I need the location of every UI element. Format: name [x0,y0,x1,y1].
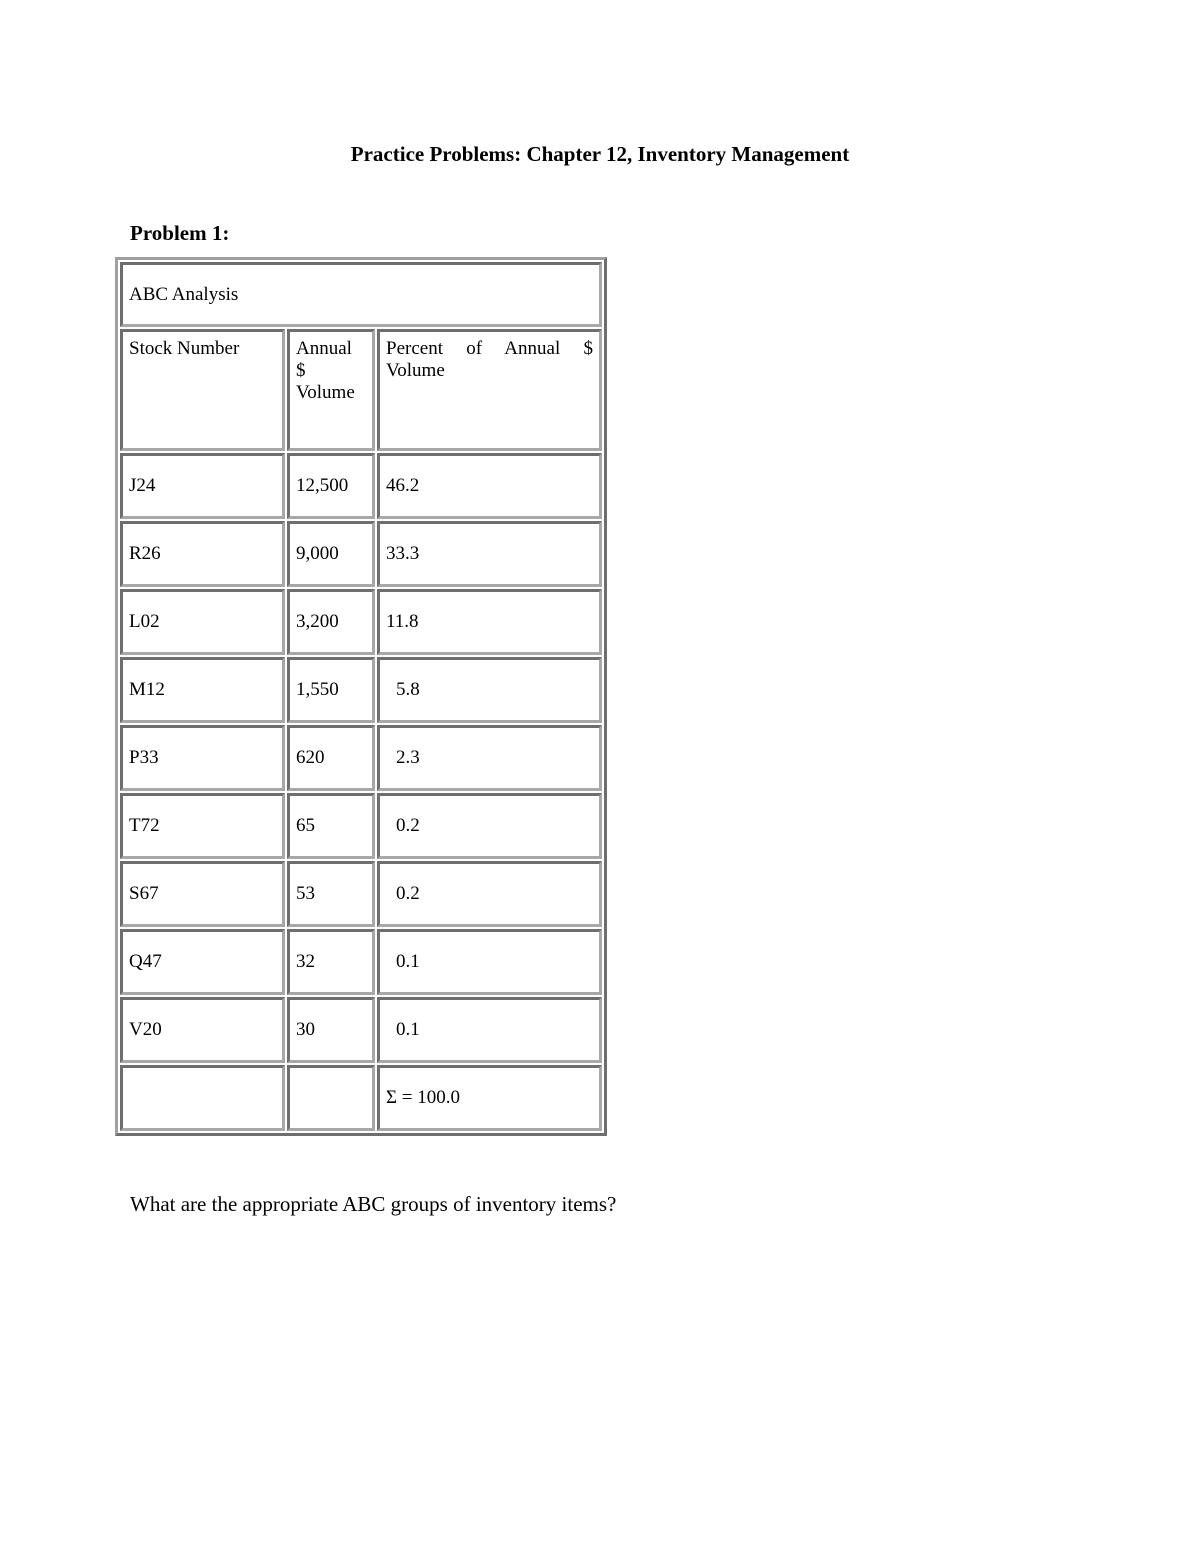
cell-stock: S67 [120,861,285,927]
problem-heading: Problem 1: [130,221,230,245]
cell-volume: 620 [287,725,375,791]
header-annual-volume-line1: Annual [296,338,352,359]
cell-volume: 12,500 [287,453,375,519]
page-title: Practice Problems: Chapter 12, Inventory Management [350,142,850,166]
cell-stock: M12 [120,657,285,723]
table-caption: ABC Analysis [120,262,602,327]
abc-analysis-table [115,257,607,1136]
cell-volume: 1,550 [287,657,375,723]
header-percent-line1: Percent of Annual $ [386,338,593,359]
table-row [120,997,602,1063]
question-text: What are the appropriate ABC groups of inventory items? [130,1192,617,1216]
cell-percent: 0.1 [377,997,602,1063]
cell-empty [120,1065,285,1131]
table-row [120,521,602,587]
cell-stock: R26 [120,521,285,587]
cell-volume: 30 [287,997,375,1063]
table-caption-row [120,262,602,327]
cell-stock: J24 [120,453,285,519]
header-annual-volume-line2: $ [296,360,306,381]
cell-volume: 32 [287,929,375,995]
cell-volume: 9,000 [287,521,375,587]
header-percent [377,329,602,451]
cell-stock: T72 [120,793,285,859]
cell-stock: P33 [120,725,285,791]
table-row [120,861,602,927]
cell-percent: 0.2 [377,861,602,927]
table-row [120,657,602,723]
table-row [120,929,602,995]
cell-empty [287,1065,375,1131]
table-row [120,589,602,655]
header-annual-volume [287,329,375,451]
cell-percent: 46.2 [377,453,602,519]
cell-stock: V20 [120,997,285,1063]
table-row [120,453,602,519]
cell-stock: Q47 [120,929,285,995]
cell-stock: L02 [120,589,285,655]
cell-percent: 5.8 [377,657,602,723]
cell-percent: 33.3 [377,521,602,587]
table-row [120,725,602,791]
cell-volume: 65 [287,793,375,859]
table-row [120,793,602,859]
cell-total: Σ = 100.0 [377,1065,602,1131]
header-annual-volume-line3: Volume [296,382,355,403]
cell-percent: 11.8 [377,589,602,655]
table-header-row [120,329,602,451]
cell-volume: 53 [287,861,375,927]
cell-percent: 2.3 [377,725,602,791]
header-percent-line2: Volume [386,360,445,381]
cell-volume: 3,200 [287,589,375,655]
header-stock-number: Stock Number [120,329,285,451]
cell-percent: 0.1 [377,929,602,995]
cell-percent: 0.2 [377,793,602,859]
table-total-row [120,1065,602,1131]
